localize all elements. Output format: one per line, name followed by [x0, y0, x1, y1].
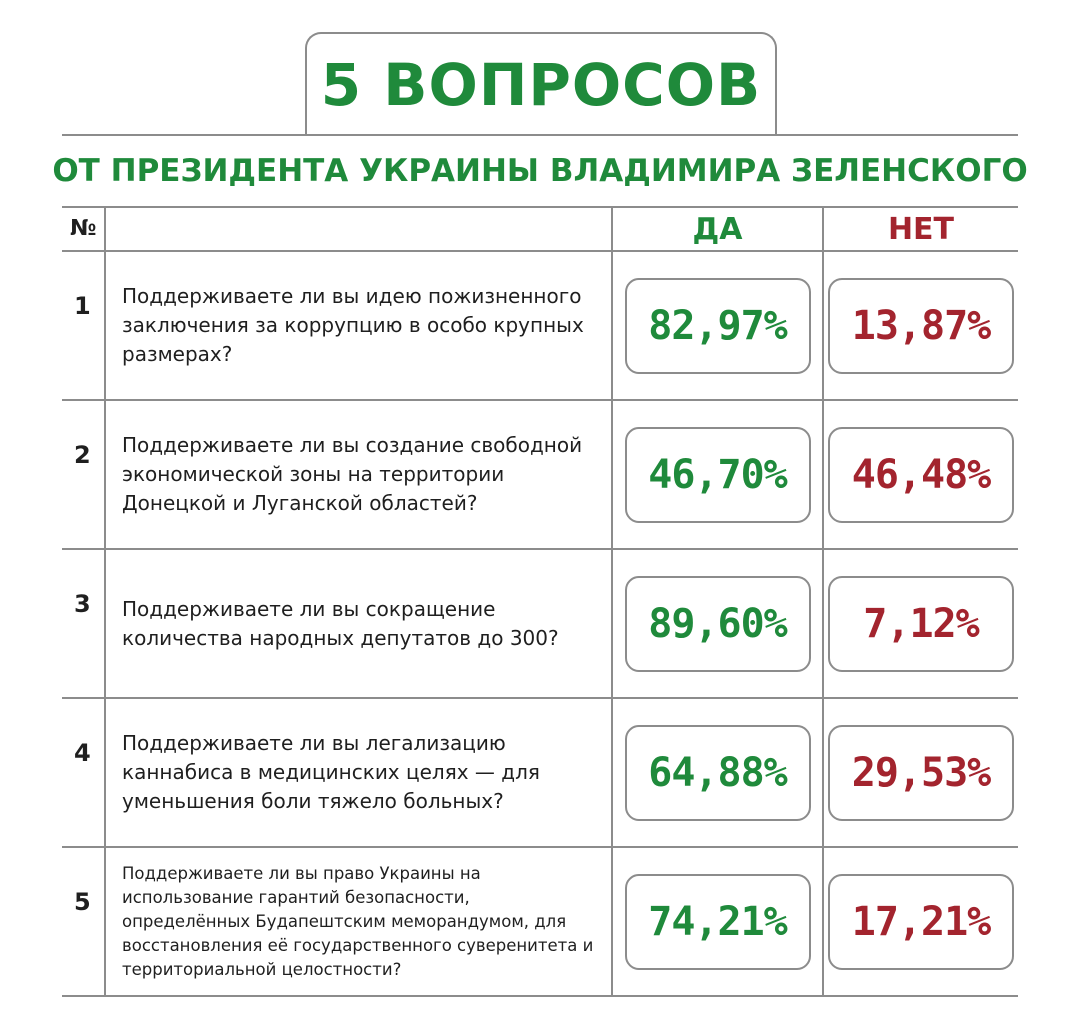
question-number: 1	[62, 252, 106, 399]
yes-cell	[613, 848, 824, 995]
no-cell	[824, 550, 1018, 697]
question-text: Поддерживаете ли вы право Украины на использование гарантий безопасности, определённых Будапештским меморандумом, для восстановления её государственного суверенитета и территориальной целостности?	[106, 848, 613, 995]
no-cell	[824, 252, 1018, 399]
yes-percent: 89,60%	[625, 576, 811, 672]
question-text: Поддерживаете ли вы создание свободной экономической зоны на территории Донецкой и Луганской областей?	[106, 401, 613, 548]
table-row	[62, 699, 1018, 848]
no-cell	[824, 401, 1018, 548]
no-percent: 46,48%	[828, 427, 1014, 523]
yes-cell	[613, 252, 824, 399]
title-rule	[62, 134, 1018, 136]
no-percent: 17,21%	[828, 874, 1014, 970]
question-number: 2	[62, 401, 106, 548]
table-row	[62, 401, 1018, 550]
no-cell	[824, 699, 1018, 846]
question-text: Поддерживаете ли вы идею пожизненного заключения за коррупцию в особо крупных размерах?	[106, 252, 613, 399]
no-cell	[824, 848, 1018, 995]
table-row	[62, 550, 1018, 699]
table-row	[62, 848, 1018, 997]
table-header-row	[62, 206, 1018, 252]
yes-cell	[613, 699, 824, 846]
yes-cell	[613, 401, 824, 548]
question-number: 3	[62, 550, 106, 697]
title-tab	[305, 32, 777, 136]
yes-percent: 82,97%	[625, 278, 811, 374]
col-header-yes: ДА	[613, 208, 824, 250]
page-subtitle: ОТ ПРЕЗИДЕНТА УКРАИНЫ ВЛАДИМИРА ЗЕЛЕНСКОГО	[52, 153, 1028, 189]
no-percent: 29,53%	[828, 725, 1014, 821]
page-title: 5 ВОПРОСОВ	[320, 51, 762, 119]
question-number: 5	[62, 848, 106, 995]
question-number: 4	[62, 699, 106, 846]
yes-percent: 64,88%	[625, 725, 811, 821]
yes-cell	[613, 550, 824, 697]
question-text: Поддерживаете ли вы сокращение количества народных депутатов до 300?	[106, 550, 613, 697]
col-header-question	[106, 208, 613, 250]
results-table	[62, 206, 1018, 997]
question-text: Поддерживаете ли вы легализацию каннабиса в медицинских целях — для уменьшения боли тяжело больных?	[106, 699, 613, 846]
col-header-no: НЕТ	[887, 211, 955, 247]
table-row	[62, 252, 1018, 401]
yes-percent: 74,21%	[625, 874, 811, 970]
col-header-number: №	[62, 208, 106, 250]
yes-percent: 46,70%	[625, 427, 811, 523]
no-percent: 13,87%	[828, 278, 1014, 374]
no-percent: 7,12%	[828, 576, 1014, 672]
